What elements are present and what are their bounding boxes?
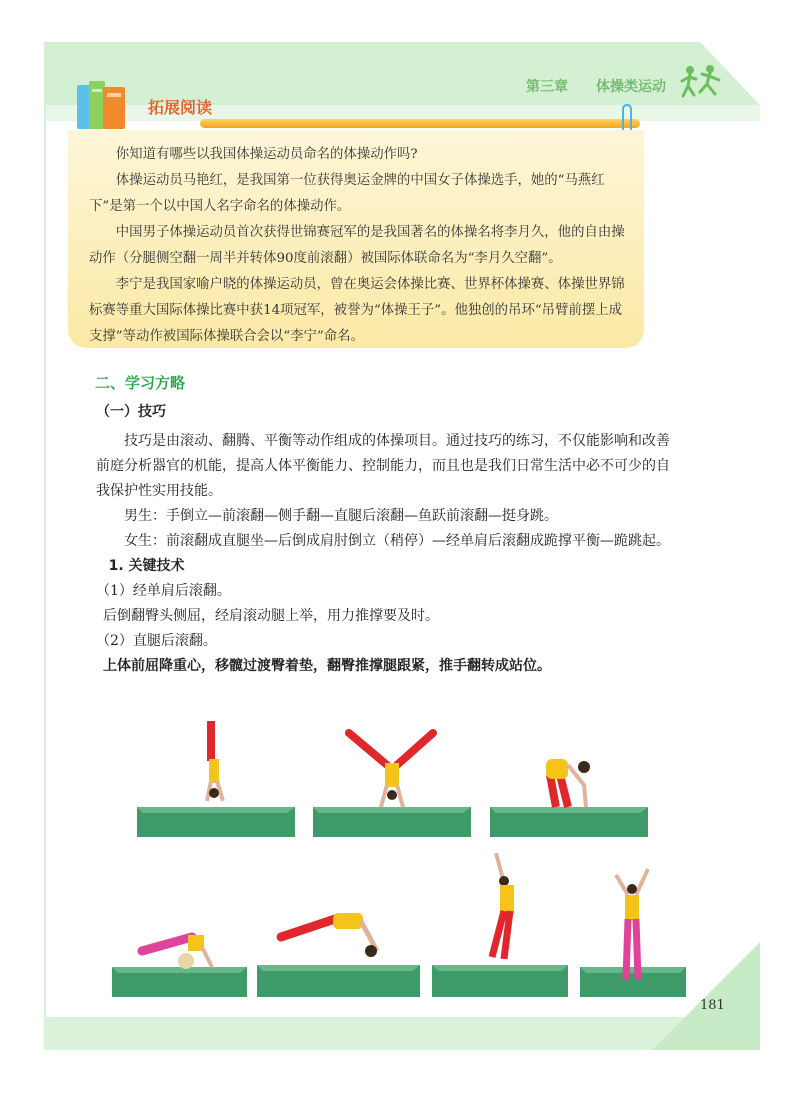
photo-roll-back <box>112 847 247 997</box>
page-number: 181 <box>700 998 725 1013</box>
reading-rule <box>200 119 640 128</box>
key-tech-heading: 1. 关键技术 <box>108 558 185 574</box>
left-rule <box>44 105 46 1050</box>
photo-cartwheel <box>313 715 471 837</box>
runners-icon <box>680 64 726 100</box>
section-heading: 二、学习方略 <box>95 374 186 392</box>
reading-text <box>89 142 635 350</box>
photo-push-up <box>257 847 420 997</box>
item2-desc: 上体前屈降重心，移髋过渡臀着垫，翻臀推撑腿跟紧，推手翻转成站位。 <box>103 658 551 674</box>
intro-paragraph: 技巧是由滚动、翻腾、平衡等动作组成的体操项目。通过技巧的练习，不仅能影响和改善前庭分析器官的机能，提高人体平衡能力、控制能力，而且也是我们日常生活中必不可少的自我保护性实用技能。 <box>96 433 670 499</box>
chapter-title: 体操类运动 <box>596 79 666 95</box>
books-icon <box>75 79 131 131</box>
item1-desc: 后倒翻臀头侧屈，经肩滚动腿上举，用力推撑要及时。 <box>103 608 439 624</box>
reading-title: 拓展阅读 <box>148 98 213 117</box>
chapter-label: 第三章 <box>526 79 568 95</box>
reading-paragraph: 李宁是我国家喻户晓的体操运动员，曾在奥运会体操比赛、世界杯体操赛、体操世界锦标赛等重大国际体操比赛中获14项冠军，被誉为“体操王子”。他独创的吊环“吊臂前摆上成支撑”等动作被国际体操联合会以“李宁”命名。 <box>89 277 625 344</box>
photo-finish <box>580 847 686 997</box>
sub-heading: （一）技巧 <box>96 404 166 420</box>
body-text <box>96 429 682 679</box>
reading-paragraph: 中国男子体操运动员首次获得世锦赛冠军的是我国著名的体操名将李月久，他的自由操动作（分腿侧空翻一周半并转体90度前滚翻）被国际体联命名为“李月久空翻”。 <box>89 225 625 266</box>
photo-jump <box>432 847 568 997</box>
reading-paragraph: 你知道有哪些以我国体操运动员命名的体操动作吗? <box>115 147 418 162</box>
male-sequence: 男生：手倒立—前滚翻—侧手翻—直腿后滚翻—鱼跃前滚翻—挺身跳。 <box>124 508 558 524</box>
item2-label: （2）直腿后滚翻。 <box>96 633 217 649</box>
item1-label: （1）经单肩后滚翻。 <box>96 583 231 599</box>
reading-paragraph: 体操运动员马艳红，是我国第一位获得奥运金牌的中国女子体操选手，她的“马燕红下”是第一个以中国人名字命名的体操动作。 <box>89 173 605 214</box>
photo-handstand <box>137 715 295 837</box>
female-sequence: 女生：前滚翻成直腿坐—后倒成肩肘倒立（稍停）—经单肩后滚翻成跪撑平衡—跪跳起。 <box>124 533 670 549</box>
photo-roll-prep <box>490 715 648 837</box>
